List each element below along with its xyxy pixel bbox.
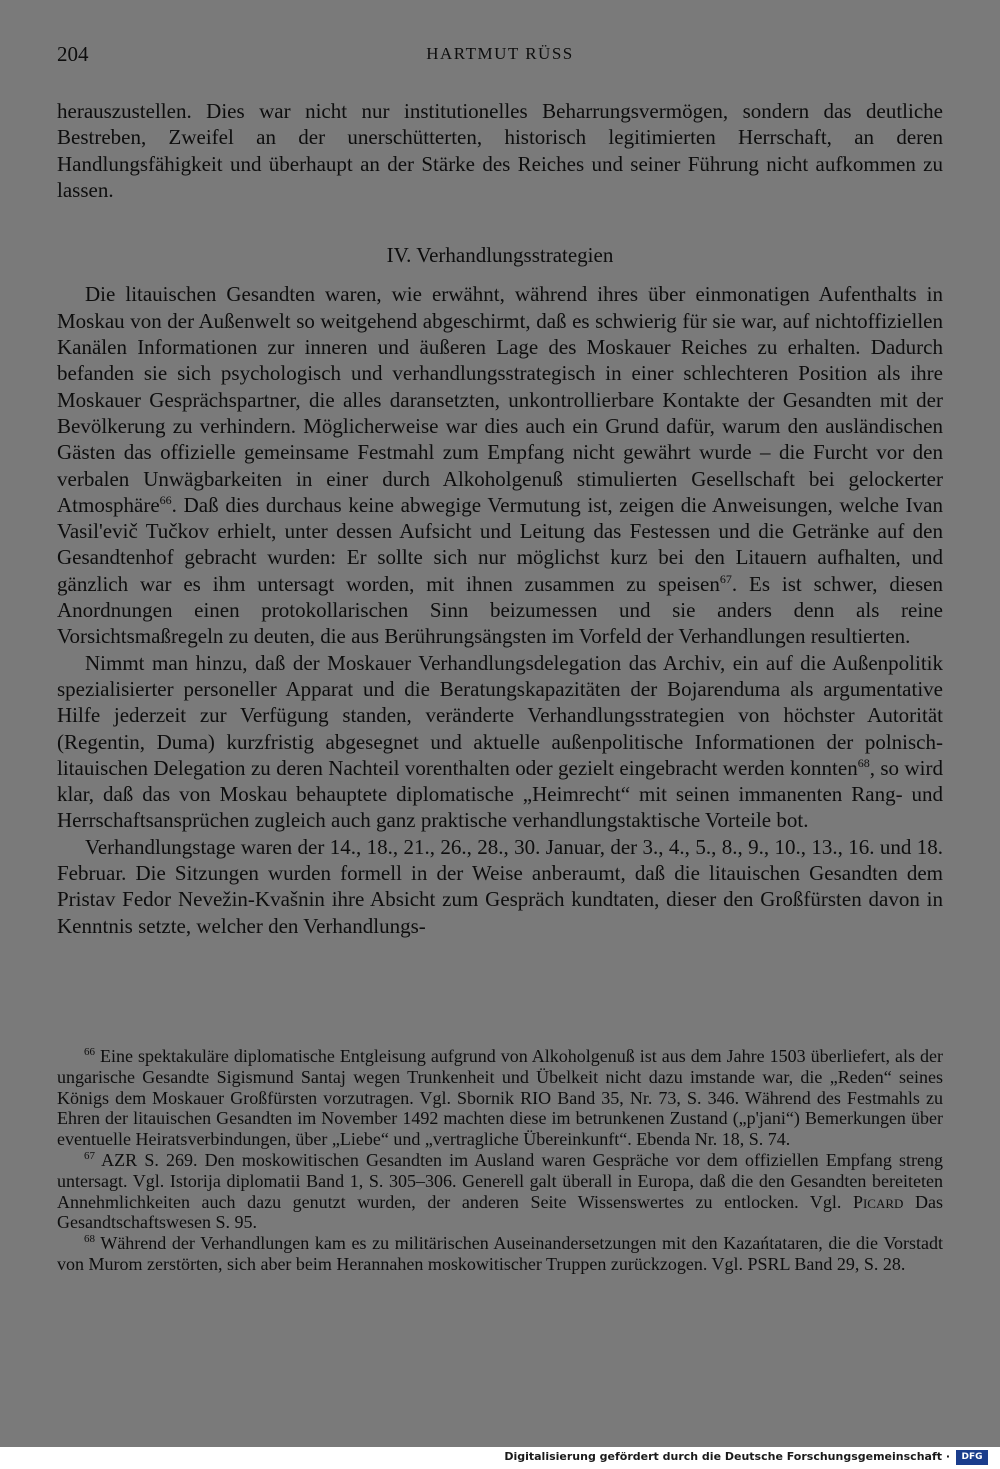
footnote-66 <box>57 1046 943 1150</box>
footnote-text: Während der Verhandlungen kam es zu militärischen Auseinandersetzungen mit den Kazańtataren, die die Vorstadt von Murom zerstörten, sich aber beim Herannahen moskowitischer Truppen zurückzogen. Vgl. PSRL Band 29, S. 28. <box>57 1233 943 1274</box>
footnote-number: 68 <box>84 1233 95 1246</box>
section-heading: IV. Verhandlungsstrategien <box>386 243 614 268</box>
paragraph: Verhandlungstage waren der 14., 18., 21., 26., 28., 30. Januar, der 3., 4., 5., 8., 9., 10., 13., 16. und 18. Februar. Die Sitzungen wurden formell in der Weise anberaumt, daß die litauischen Gesandten dem Pristav Fedor Nevežin-Kvašnin ihre Absicht zum Gespräch kundtaten, dieser den Großfürsten davon in Kenntnis setzte, welcher den Verhandlungs- <box>57 834 943 938</box>
paragraph: herauszustellen. Dies war nicht nur institutionelles Beharrungsvermögen, sondern das deutliche Bestreben, Zweifel an der unerschütterten, historisch legitimierten Herrschaft, an deren Handlungsfähigkeit und überhaupt an der Stärke des Reiches und seiner Führung nicht aufkommen zu lassen. <box>57 99 943 202</box>
paragraph-text: . Es ist schwer, diesen Anordnungen einen protokollarischen Sinn beizumessen und sie anders denn als reine Vorsichtsmaßregeln zu deuten, die aus Berührungsängsten im Vorfeld der Verhandlungen resultierten. <box>57 571 943 649</box>
paragraph <box>57 281 943 649</box>
dfg-logo: DFG <box>956 1450 988 1465</box>
page-number: 204 <box>57 42 89 66</box>
footnote-ref-66[interactable]: 66 <box>159 492 172 507</box>
footnote-ref-68[interactable]: 68 <box>857 755 870 770</box>
running-head-author: HARTMUT RÜSS <box>426 44 574 63</box>
footnote-number: 66 <box>84 1046 95 1058</box>
footnote-number: 67 <box>84 1149 95 1162</box>
footnote-68 <box>57 1233 943 1275</box>
paragraph-text: Nimmt man hinzu, daß der Moskauer Verhandlungsdelegation das Archiv, ein auf die Außenpolitik spezialisierter personeller Apparat und die Beratungskapazitäten der Bojarenduma als argumentative Hilfe jederzeit zur Verfügung standen, veränderte Verhandlungsstrategien von höchster Autorität (Regentin, Duma) kurzfristig abgesegnet und aktuelle außenpolitische Informationen der polnisch-litauischen Delegation zu deren Nachteil vorenthalten oder gezielt eingebracht werden konnten <box>57 650 943 780</box>
cited-author: Picard <box>852 1191 904 1212</box>
paragraph-text: , so wird klar, daß das von Moskau behauptete diplomatische „Heimrecht“ mit seinen immanenten Rang- und Herrschaftsansprüchen zugleich auch ganz praktische verhandlungstaktische Vorteile bot. <box>57 755 943 833</box>
footnotes <box>57 1046 943 1275</box>
footer-bar <box>0 1447 1000 1469</box>
footnote-text: Eine spektakuläre diplomatische Entgleisung aufgrund von Alkoholgenuß ist aus dem Jahre 1503 überliefert, als der ungarische Gesandte Sigismund Santaj wegen Trunkenheit und Übelkeit nicht dazu imstande war, die „Reden“ seines Königs dem Moskauer Großfürsten vorzutragen. Vgl. Sbornik RIO Band 35, Nr. 73, S. 346. Während des Festmahls zu Ehren der litauischen Gesandten im November 1492 machten diese im betrunkenen Zustand („p'jani“) Bemerkungen über eventuelle Heiratsverbindungen, über „Liebe“ und „vertragliche Übereinkunft“. Ebenda Nr. 18, S. 74. <box>57 1046 943 1150</box>
footnote-text: AZR S. 269. Den moskowitischen Gesandten im Ausland waren Gespräche vor dem offiziellen Empfang streng untersagt. Vgl. Istorija diplomatii Band 1, S. 305–306. Generell galt überall in Europa, daß die den Gesandten bereiteten Annehmlichkeiten auch dazu genutzt wurden, der anderen Seite Wissenswertes zu entlocken. Vgl. <box>57 1149 943 1212</box>
footnote-text: Das Gesandtschaftswesen S. 95. <box>57 1191 943 1233</box>
main-text <box>57 98 943 939</box>
paragraph-text: . Daß dies durchaus keine abwegige Vermutung ist, zeigen die Anweisungen, welche Ivan Vasil'evič Tučkov erhielt, unter dessen Aufsicht und Leitung das Festessen und die Getränke auf den Gesandtenhof gebracht wurden: Er sollte sich nur möglichst kurz bei den Litauern aufhalten, und gänzlich war es ihm untersagt worden, mit ihnen zusammen zu speisen <box>57 492 943 596</box>
footnote-ref-67[interactable]: 67 <box>719 571 732 586</box>
paragraph-text: Die litauischen Gesandten waren, wie erwähnt, während ihres über einmonatigen Aufenthalts in Moskau von der Außenwelt so weitgehend abgeschirmt, daß es schwierig für sie war, auf nichtoffiziellen Kanälen Informationen zur inneren und äußeren Lage des Moskauer Reiches zu erhalten. Dadurch befanden sie sich psychologisch und verhandlungsstrategisch in einer schlechteren Position als ihre Moskauer Gesprächspartner, die alles daransetzten, unkontrollierbare Kontakte der Gesandten mit der Bevölkerung zu verhindern. Möglicherweise war dies auch ein Grund dafür, warum den ausländischen Gästen das offizielle gemeinsame Festmahl zum Empfang nicht gewährt wurde – die Furcht vor den verbalen Unwägbarkeiten in einer durch Alkoholgenuß stimulierten Gesellschaft bei gelockerter Atmosphäre <box>57 282 943 517</box>
paragraph <box>57 650 943 834</box>
running-head <box>57 42 943 72</box>
funding-credit: Digitalisierung gefördert durch die Deutsche Forschungsgemeinschaft · <box>504 1450 950 1463</box>
footnote-67 <box>57 1150 943 1233</box>
